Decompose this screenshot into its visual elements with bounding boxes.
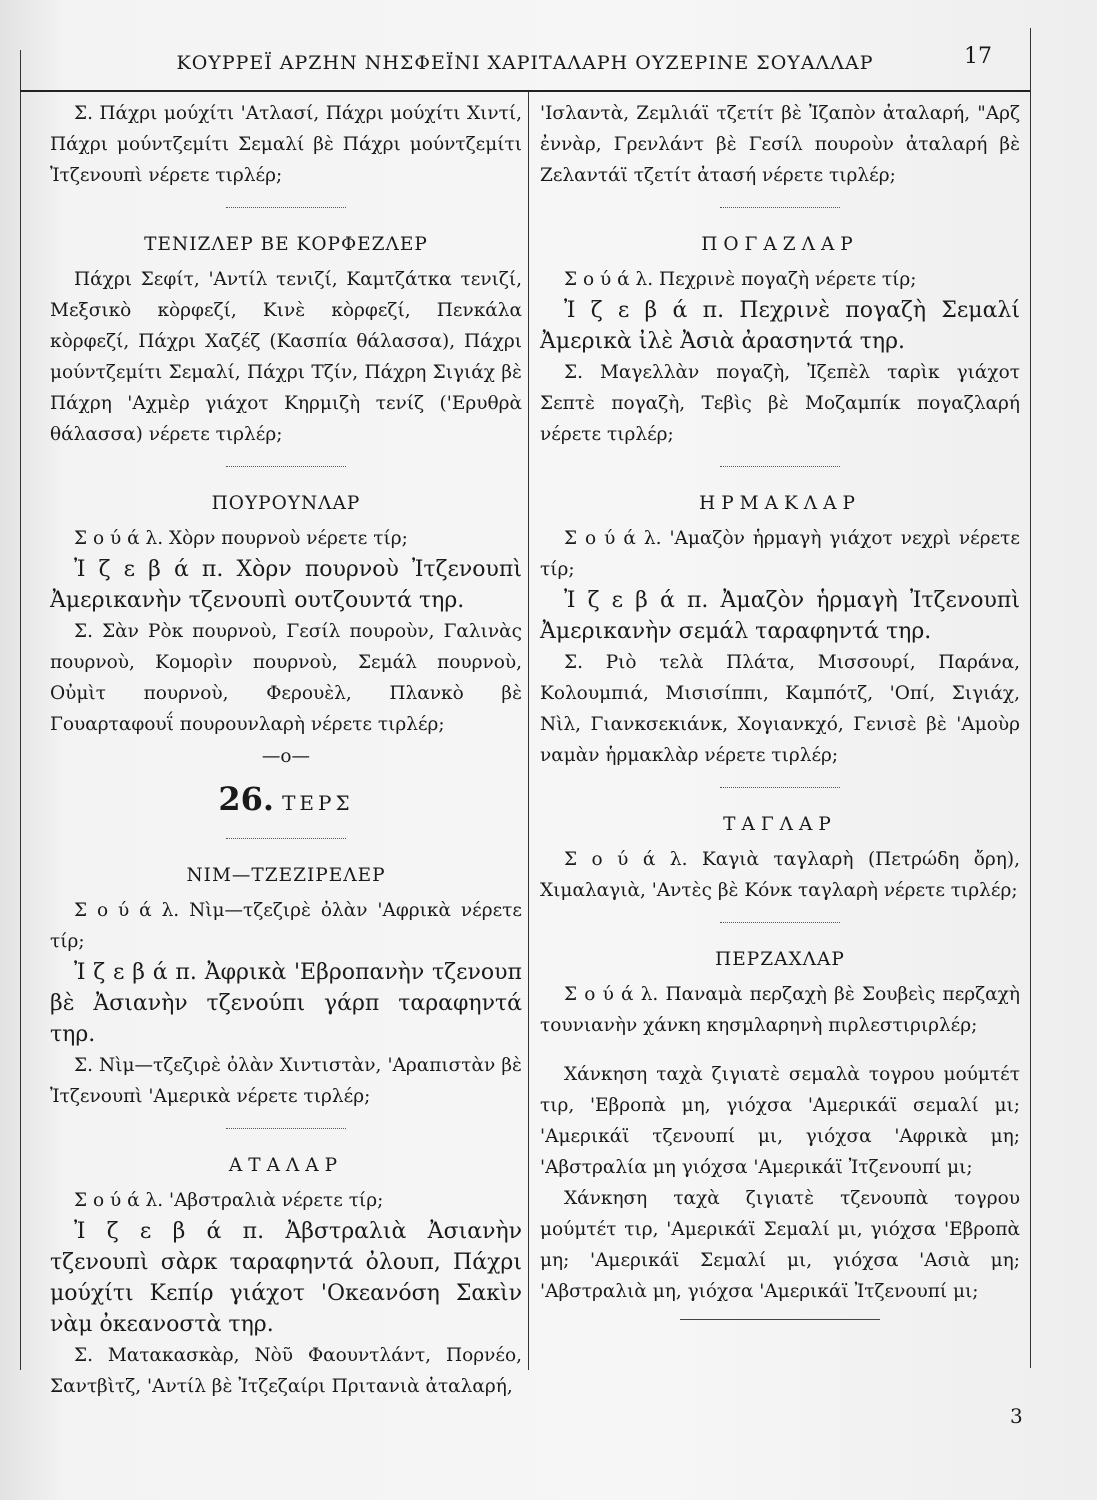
question-paragraph — [540, 523, 1020, 585]
answer-label: Ἰ ζ ε β ά π. — [564, 588, 709, 613]
paragraph: Σ. Πάχρι μούχίτι 'Ατλασί, Πάχρι μούχίτι Χιντί, Πάχρι μούντζεμίτι Σεμαλί βὲ Πάχρι μούντζεμίτι Ἰτζενουπὶ νέρετε τιρλέρ; — [50, 103, 522, 186]
separator — [50, 1112, 522, 1142]
column-divider — [528, 92, 529, 1370]
question-paragraph — [50, 1185, 522, 1216]
answer-text: Πεχρινὲ πογαζὴ Σεμαλί Ἀμερικὰ ἰλὲ Ἀσιὰ ἀρασηντά τηρ. — [540, 298, 1020, 354]
page-frame-right — [1030, 28, 1031, 1368]
left-column — [50, 98, 522, 1402]
paragraph: Χάνκηση ταχὰ ζιγιατὲ τζενουπὰ τογρου μούμτέτ τιρ, 'Αμερικάϊ Σεμαλί μι, γιόχσα 'Εβροπὰ μη; 'Αμερικάϊ Σεμαλί μι, γιόχσα 'Ασιὰ μη; 'Αβστραλιὰ μη, γιόχσα 'Αμερικάϊ Ἰτζενουπί μι; — [540, 1188, 1020, 1302]
paragraph: Σ. Ριὸ τελὰ Πλάτα, Μισσουρί, Παράνα, Κολουμπιά, Μισισίππι, Καμπότζ, 'Οπί, Σιγιάχ, Νὶλ, Γιανκσεκιάνκ, Χογιανκχό, Γενισὲ βὲ 'Αμοὺρ ναμὰν ἡρμακλὰρ νέρετε τιρλέρ; — [540, 652, 1020, 766]
question-text: Νὶμ—τζεζιρὲ ὀλὰν 'Αφρικὰ νέρετε τίρ; — [50, 900, 522, 952]
answer-text: Χὸρν πουρνοὺ Ἰτζενουπὶ Ἀμερικανὴν τζενουπὶ ουτζουντά τηρ. — [50, 557, 522, 613]
section-heading: ΠΟΥΡΟΥΝΛΑΡ — [211, 493, 361, 514]
page-header — [20, 44, 1030, 88]
section-heading: ΝΙΜ—ΤΖΕΖΙΡΕΛΕΡ — [186, 865, 386, 886]
separator — [540, 771, 1020, 801]
section-heading: ΗΡΜΑΚΛΑΡ — [699, 493, 861, 514]
paragraph: Χάνκηση ταχὰ ζιγιατὲ σεμαλὰ τογρου μούμτέτ τιρ, 'Εβροπὰ μη, γιόχσα 'Αμερικάϊ σεμαλί μι; 'Αμερικάϊ τζενουπί μι, γιόχσα 'Αφρικὰ μη; 'Αβστραλία μη γιόχσα 'Αμερικάϊ Ἰτζενουπί μι; — [540, 1064, 1020, 1178]
lesson-title — [50, 780, 522, 820]
paragraph: Σ. Ματακασκὰρ, Νὸῦ Φαουντλάντ, Πορνέο, Σαντβὶτζ, 'Αντίλ βὲ Ἰτζεζαίρι Πριτανιὰ ἀταλαρή, — [50, 1345, 522, 1397]
answer-text: Ἀμαζὸν ἡρμαγὴ Ἰτζενουπὶ Ἀμερικανὴν σεμάλ ταραφηντά τηρ. — [540, 588, 1021, 644]
question-label: Σ ο ύ ά λ. — [564, 269, 654, 290]
right-column — [540, 98, 1020, 1331]
paragraph: Σ. Σὰν Ρὸκ πουρνοὺ, Γεσίλ πουροὺν, Γαλινὰς πουρνοὺ, Κομορὶν πουρνοὺ, Σεμάλ πουρνοὺ, Οὐμὶτ πουρνοὺ, Φερουὲλ, Πλανκὸ βὲ Γουαρταφουΐ πουρουνλαρὴ νέρετε τιρλέρ; — [50, 621, 522, 735]
separator — [540, 191, 1020, 221]
question-paragraph — [540, 979, 1020, 1041]
question-paragraph — [50, 895, 522, 957]
separator — [50, 822, 522, 852]
answer-paragraph — [540, 295, 1020, 357]
header-rule — [20, 90, 1030, 92]
question-label: Σ ο ύ ά λ. — [74, 528, 164, 549]
question-text: Καγιὰ ταγλαρὴ (Πετρώδη ὄρη), Χιμαλαγιὰ, 'Αντὲς βὲ Κόνκ ταγλαρὴ νέρετε τιρλέρ; — [540, 849, 1020, 901]
lesson-name: ΤΕΡΣ — [282, 791, 354, 815]
question-label: Σ ο ύ ά λ. — [564, 984, 659, 1005]
running-title: ΚΟΥΡΡΕΪ ΑΡΖΗΝ ΝΗΣΦΕΪΝΙ ΧΑΡΙΤΑΛΑΡΗ ΟΥΖΕΡΙΝΕ ΣΟΥΑΛΛΑΡ — [176, 52, 874, 74]
closing-rule — [540, 1307, 1020, 1331]
answer-paragraph — [540, 585, 1020, 647]
separator — [50, 450, 522, 480]
question-text: Χὸρν πουρνοὺ νέρετε τίρ; — [168, 528, 408, 549]
paragraph: Σ. Μαγελλὰν πογαζὴ, Ἰζεπὲλ ταρὶκ γιάχοτ Σεπτὲ πογαζὴ, Τεβὶς βὲ Μοζαμπίκ πογαζλαρή νέρετε τιρλέρ; — [540, 362, 1020, 445]
ornament-divider: —ο— — [261, 746, 311, 767]
answer-label: Ἰ ζ ε β ά π. — [564, 298, 725, 323]
question-label: Σ ο ύ ά λ. — [564, 849, 688, 870]
question-text: Παναμὰ περζαχὴ βὲ Σουβεὶς περζαχὴ τουνιανὴν χάνκη κησμλαρηνὴ πιρλεστιριρλέρ; — [540, 984, 1020, 1036]
answer-text: Ἀβστραλιὰ Ἀσιανὴν τζενουπὶ σὰρκ ταραφηντά ὀλουπ, Πάχρι μούχίτι Κεπίρ γιάχοτ 'Οκεανόση Σακὶν νὰμ ὀκεανοστὰ τηρ. — [50, 1219, 522, 1337]
answer-label: Ἰ ζ ε β ά π. — [74, 557, 224, 582]
lesson-number: 26. — [218, 780, 275, 818]
answer-text: Ἀφρικὰ 'Εβροπανὴν τζενουπ βὲ Ἀσιανὴν τζενούπι γάρπ ταραφηντά τηρ. — [50, 960, 523, 1047]
paragraph: Σ. Νὶμ—τζεζιρὲ ὀλὰν Χιντιστὰν, 'Αραπιστὰν βὲ Ἰτζενουπὶ 'Αμερικὰ νέρετε τιρλέρ; — [50, 1055, 522, 1107]
answer-paragraph — [50, 554, 522, 616]
section-heading: ΤΕΝΙΖΛΕΡ ΒΕ ΚΟΡΦΕΖΛΕΡ — [144, 234, 428, 255]
question-label: Σ ο ύ ά λ. — [564, 528, 662, 549]
paragraph: 'Ισλαντὰ, Ζεμλιάϊ τζετίτ βὲ Ἰζαπὸν ἀταλαρή, "Αρζ ἐννὰρ, Γρενλάντ βὲ Γεσίλ πουροὺν ἀταλαρή βὲ Ζελαντάϊ τζετίτ ἀτασή νέρετε τιρλέρ; — [540, 103, 1020, 186]
section-heading: ΑΤΑΛΑΡ — [228, 1155, 344, 1176]
question-label: Σ ο ύ ά λ. — [74, 1190, 164, 1211]
page-number: 17 — [964, 44, 992, 69]
section-heading: ΤΑΓΛΑΡ — [723, 814, 837, 835]
question-text: 'Αμαζὸν ἡρμαγὴ γιάχοτ νεχρὶ νέρετε τίρ; — [540, 528, 1020, 580]
question-text: 'Αβστραλιὰ νέρετε τίρ; — [168, 1190, 384, 1211]
separator — [540, 450, 1020, 480]
section-heading: ΠΕΡΖΑΧΛΑΡ — [715, 949, 845, 970]
paragraph: Πάχρι Σεφίτ, 'Αντίλ τενιζί, Καμτζάτκα τενιζί, Μεξσικὸ κὸρφεζί, Κινὲ κὸρφεζί, Πενκάλα κὸρφεζί, Πάχρι Χαζέζ (Κασπία θάλασσα), Πάχρι μούντζεμίτι Σεμαλί, Πάχρι Τζίν, Πάχρη Σιγιάχ βὲ Πάχρη 'Αχμὲρ γιάχοτ Κηρμιζὴ τενίζ ('Ερυθρὰ θάλασσα) νέρετε τιρλέρ; — [50, 269, 522, 445]
spacer — [540, 1041, 1020, 1059]
question-paragraph — [50, 523, 522, 554]
question-label: Σ ο ύ ά λ. — [74, 900, 180, 921]
answer-paragraph — [50, 957, 522, 1050]
signature-mark: 3 — [1010, 1404, 1023, 1428]
question-text: Πεχρινὲ πογαζὴ νέρετε τίρ; — [658, 269, 917, 290]
answer-label: Ἰ ζ ε β ά π. — [74, 960, 197, 985]
separator — [50, 191, 522, 221]
question-paragraph — [540, 264, 1020, 295]
section-heading: ΠΟΓΑΖΛΑΡ — [701, 234, 859, 255]
question-paragraph — [540, 844, 1020, 906]
answer-paragraph — [50, 1216, 522, 1340]
page-frame-left — [20, 50, 21, 1370]
answer-label: Ἰ ζ ε β ά π. — [74, 1219, 265, 1244]
separator — [540, 906, 1020, 936]
